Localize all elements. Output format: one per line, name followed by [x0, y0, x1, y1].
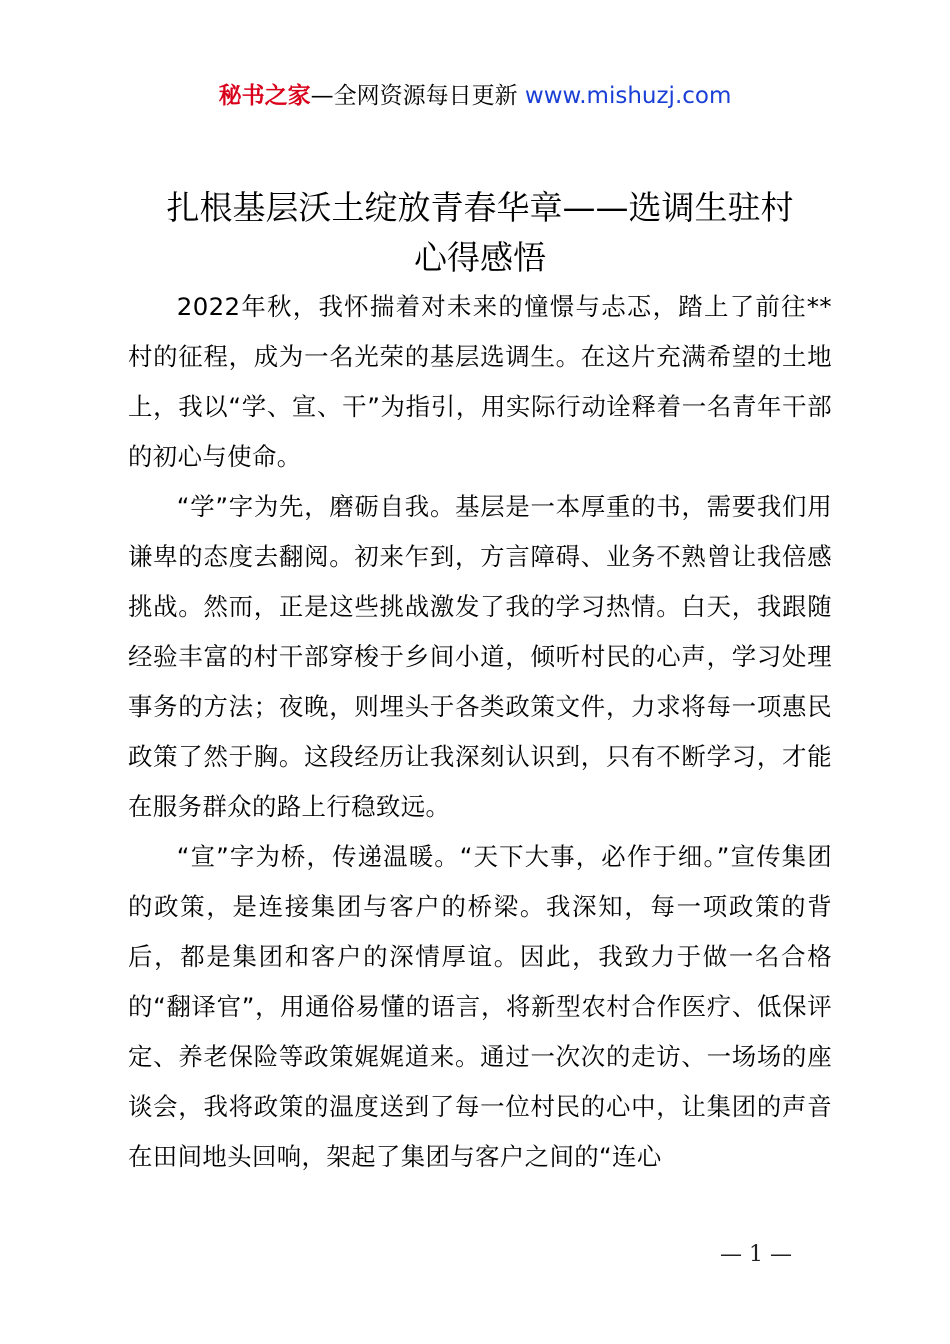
- site-banner: [0, 80, 950, 112]
- banner-url-link[interactable]: www.mishuzj.com: [524, 83, 732, 109]
- title-line-2: 心得感悟: [414, 238, 546, 277]
- banner-tagline: —全网资源每日更新: [310, 83, 525, 109]
- paragraph-intro: 2022年秋，我怀揣着对未来的憧憬与忐忑，踏上了前往**村的征程，成为一名光荣的基层选调生。在这片充满希望的土地上，我以“学、宣、干”为指引，用实际行动诠释着一名青年干部的初心与使命。: [128, 292, 832, 471]
- page-number: — 1 —: [720, 1242, 792, 1267]
- title-line-1: 扎根基层沃土绽放青春华章——选调生驻村: [166, 188, 794, 227]
- brand-name: 秘书之家: [218, 83, 311, 109]
- paragraph-study: “学”字为先，磨砺自我。基层是一本厚重的书，需要我们用谦卑的态度去翻阅。初来乍到，方言障碍、业务不熟曾让我倍感挑战。然而，正是这些挑战激发了我的学习热情。白天，我跟随经验丰富的村干部穿梭于乡间小道，倾听村民的心声，学习处理事务的方法；夜晚，则埋头于各类政策文件，力求将每一项惠民政策了然于胸。这段经历让我深刻认识到，只有不断学习，才能在服务群众的路上行稳致远。: [128, 492, 832, 821]
- document-body: [128, 282, 832, 1182]
- document-title: [125, 183, 835, 283]
- paragraph-publicize: “宣”字为桥，传递温暖。“天下大事，必作于细。”宣传集团的政策，是连接集团与客户的桥梁。我深知，每一项政策的背后，都是集团和客户的深情厚谊。因此，我致力于做一名合格的“翻译官”，用通俗易懂的语言，将新型农村合作医疗、低保评定、养老保险等政策娓娓道来。通过一次次的走访、一场场的座谈会，我将政策的温度送到了每一位村民的心中，让集团的声音在田间地头回响，架起了集团与客户之间的“连心: [128, 842, 832, 1171]
